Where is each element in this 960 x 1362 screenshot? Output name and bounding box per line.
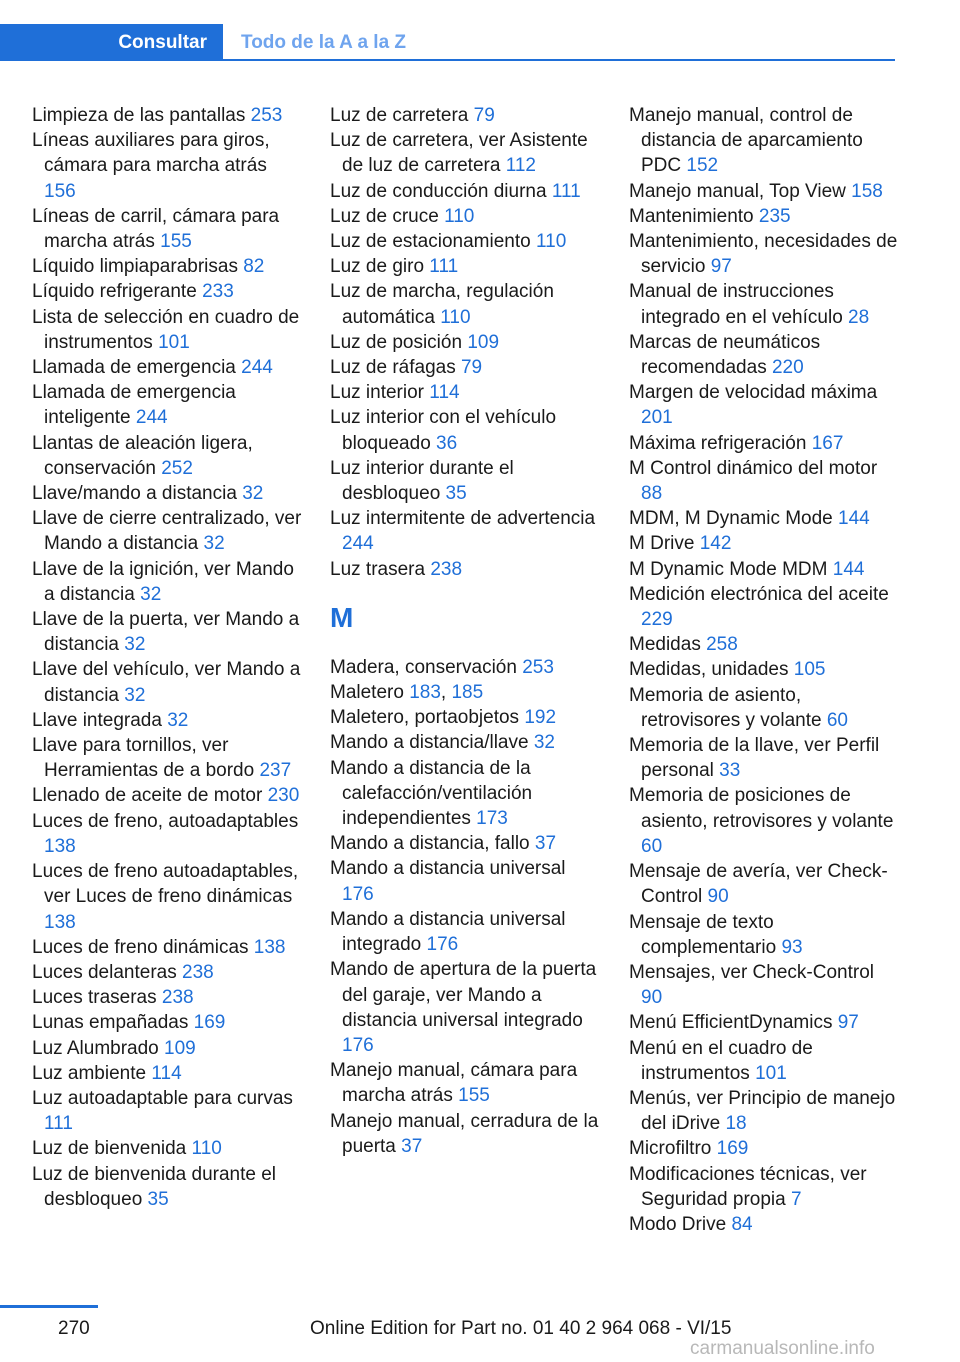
index-entry-text: Maletero [330, 682, 404, 704]
index-entry-text: Medidas [629, 634, 701, 656]
index-column-2 [330, 103, 600, 1159]
page-link[interactable]: 79 [473, 105, 495, 126]
index-entry [629, 279, 899, 329]
index-entry [32, 254, 302, 279]
tab-a-z[interactable]: Todo de la A a la Z [241, 31, 407, 53]
index-entry-text: Medición electrónica del aceite [629, 583, 889, 605]
page-link[interactable]: 101 [158, 331, 190, 353]
page-link[interactable]: 238 [430, 558, 463, 580]
index-entry-text: Llave de la ignición, ver Mando a distancia [32, 558, 294, 605]
index-entry-text: Luces de freno, autoadaptables [32, 810, 299, 832]
index-entry [629, 1036, 899, 1086]
page-link[interactable]: 201 [641, 407, 673, 429]
index-entry-text: Mensaje de avería, ver Check-Control [629, 861, 888, 908]
index-entry-text: Madera, conservación [330, 656, 517, 678]
page-link[interactable]: 112 [505, 155, 536, 177]
index-entry [330, 957, 600, 1058]
index-entry [330, 705, 600, 730]
page-link[interactable]: 158 [851, 180, 883, 202]
index-entry [330, 557, 600, 582]
page-link[interactable]: 244 [135, 407, 168, 429]
page-link[interactable]: 32 [242, 483, 264, 505]
index-entry-text: Llamada de emergencia [32, 357, 236, 379]
index-entry-text: Mantenimiento, necesidades de servicio [629, 231, 898, 278]
page-link[interactable]: 173 [476, 808, 508, 830]
index-entry-text: Luces de freno autoadaptables, ver Luces de freno dinámicas [32, 861, 299, 908]
index-entry-text: Luz de bienvenida durante el desbloqueo [32, 1163, 277, 1210]
index-entry-text: Llave/mando a distancia [32, 483, 237, 505]
index-entry [629, 683, 899, 733]
page-link[interactable]: 252 [161, 457, 193, 479]
page-link[interactable]: 110 [440, 306, 471, 328]
page-link[interactable]: 97 [710, 256, 732, 278]
index-entry [32, 1061, 302, 1086]
index-entry-text: Mando a distancia universal [330, 858, 566, 880]
page-link[interactable]: 244 [342, 533, 374, 555]
index-column-3 [629, 103, 899, 1237]
page-link[interactable]: 32 [167, 709, 189, 731]
index-entry [32, 1036, 302, 1061]
index-entry-text: Llave de la puerta, ver Mando a distancia [32, 609, 300, 656]
index-entry-text: Mando de apertura de la puerta del garaje, ver Mando a distancia universal integrado [330, 959, 597, 1031]
index-entry-text: Luz de giro [330, 256, 425, 278]
index-entry-text: Llave de cierre centralizado, ver Mando a distancia [32, 508, 302, 555]
page-link[interactable]: 230 [267, 785, 300, 807]
page-link[interactable]: 60 [641, 835, 663, 857]
index-entry-text: Luz interior [330, 382, 424, 404]
index-entry [629, 910, 899, 960]
index-entry [330, 380, 600, 405]
page-link[interactable]: 155 [458, 1085, 490, 1107]
index-entry [629, 103, 899, 179]
index-entry-text: Mensajes, ver Check-Control [629, 961, 874, 983]
index-entry [629, 557, 899, 582]
header-divider [223, 59, 895, 61]
page-link[interactable]: 32 [124, 634, 146, 656]
index-entry-text: Luz de carretera [330, 105, 469, 126]
page-link[interactable]: 183 [409, 682, 441, 704]
index-entry [32, 783, 302, 808]
page-link[interactable]: 90 [707, 886, 729, 908]
index-entry-text: Luz de marcha, regulación automática [330, 281, 554, 328]
index-entry-text: Llenado de aceite de motor [32, 785, 263, 807]
page-link[interactable]: 32 [203, 533, 225, 555]
tab-consultar[interactable]: Consultar [0, 24, 223, 61]
index-entry-text: Lista de selección en cuadro de instrumentos [32, 306, 300, 353]
index-entry [629, 431, 899, 456]
index-entry-text: Luz Alumbrado [32, 1037, 159, 1059]
index-entry-text: Medidas, unidades [629, 659, 789, 681]
index-entry [629, 380, 899, 430]
index-entry-text: Lunas empañadas [32, 1012, 189, 1034]
index-entry-text: Menú en el cuadro de instrumentos [629, 1037, 813, 1084]
page-link[interactable]: 176 [426, 934, 459, 956]
page-link[interactable]: 84 [731, 1213, 753, 1235]
index-entry [32, 1136, 302, 1161]
index-entry [32, 128, 302, 204]
index-entry-text: Luz de estacionamiento [330, 231, 531, 253]
index-entry-text: Líquido refrigerante [32, 281, 197, 303]
index-entry [32, 481, 302, 506]
page-link[interactable]: 32 [124, 684, 146, 706]
page-link[interactable]: 152 [686, 155, 719, 177]
page-link[interactable]: 28 [848, 306, 870, 328]
page-link[interactable]: 138 [253, 936, 286, 958]
index-entry [629, 456, 899, 506]
index-entry [32, 204, 302, 254]
index-entry [629, 179, 899, 204]
index-entry-text: Luz de conducción diurna [330, 180, 547, 202]
page-link[interactable]: 88 [641, 483, 663, 505]
index-entry [330, 355, 600, 380]
page-link[interactable]: 253 [250, 105, 283, 126]
page-number: 270 [58, 1318, 90, 1339]
index-entry-text: Líneas de carril, cámara para marcha atrás [32, 205, 280, 253]
index-entry [32, 935, 302, 960]
index-entry [629, 733, 899, 783]
index-entry-text: Luz de carretera, ver Asistente de luz de carretera [330, 130, 588, 177]
index-entry [32, 380, 302, 430]
index-entry [629, 204, 899, 229]
page-link[interactable]: 144 [838, 508, 870, 530]
index-entry [330, 907, 600, 957]
page-link[interactable]: 142 [699, 533, 732, 555]
index-entry-text: Luz intermitente de advertencia [330, 508, 596, 530]
index-entry [629, 330, 899, 380]
page-link[interactable]: 138 [44, 911, 76, 933]
page-link[interactable]: 33 [719, 760, 741, 782]
index-entry [629, 657, 899, 682]
index-entry-text: Limpieza de las pantallas [32, 105, 246, 126]
page-link[interactable]: 185 [451, 682, 484, 704]
index-entry [330, 856, 600, 906]
index-entry-text: Mando a distancia universal integrado [330, 908, 566, 956]
page-link[interactable]: 101 [755, 1062, 787, 1084]
index-entry [629, 229, 899, 279]
index-entry [330, 279, 600, 329]
index-entry-text: Luz de bienvenida [32, 1138, 187, 1160]
index-entry-text: Modificaciones técnicas, ver Seguridad propia [629, 1163, 867, 1210]
page-link[interactable]: 155 [160, 231, 192, 253]
index-entry [32, 1086, 302, 1136]
page-link[interactable]: 110 [191, 1138, 222, 1160]
index-entry [330, 756, 600, 832]
index-entry [330, 506, 600, 556]
index-entry-text: Luz de cruce [330, 205, 439, 227]
index-entry [629, 783, 899, 859]
index-entry [330, 1058, 600, 1108]
page-link[interactable]: 176 [342, 1034, 374, 1056]
index-entry-text: Llantas de aleación ligera, conservación [32, 432, 253, 479]
index-entry-text: Luces delanteras [32, 961, 177, 983]
index-entry [32, 557, 302, 607]
page-link[interactable]: 169 [716, 1138, 749, 1160]
index-entry [629, 1136, 899, 1161]
watermark: carmanualsonline.info [690, 1338, 875, 1359]
index-entry [32, 985, 302, 1010]
index-entry: Maletero 183, 185 [330, 682, 484, 704]
page-link[interactable]: 18 [725, 1113, 747, 1135]
page-link[interactable]: 32 [533, 732, 555, 754]
index-entry [330, 128, 600, 178]
index-entry-text: Microfiltro [629, 1138, 712, 1160]
page-link[interactable]: 36 [436, 432, 458, 454]
index-entry [629, 960, 899, 1010]
index-entry [330, 405, 600, 455]
index-entry [330, 330, 600, 355]
index-entry [32, 103, 302, 128]
page-link[interactable]: 176 [342, 883, 374, 905]
page-link[interactable]: 110 [535, 231, 567, 253]
index-entry [32, 305, 302, 355]
index-entry-text: Luces traseras [32, 987, 157, 1009]
page-link[interactable]: 167 [811, 432, 844, 454]
page-link[interactable]: 109 [467, 331, 500, 353]
index-entry-text: Líneas auxiliares para giros, cámara para marcha atrás [32, 130, 270, 177]
index-entry [32, 1010, 302, 1035]
index-entry-text: Memoria de la llave, ver Perfil personal [629, 735, 880, 782]
page-link[interactable]: 111 [44, 1113, 73, 1135]
index-entry-text: Luz ambiente [32, 1062, 147, 1084]
index-entry [629, 859, 899, 909]
page-link[interactable]: 169 [193, 1012, 226, 1034]
index-entry-text: Luz trasera [330, 558, 426, 580]
index-entry-text: Manejo manual, control de distancia de aparcamiento PDC [629, 105, 863, 177]
index-entry-text: Máxima refrigeración [629, 432, 807, 454]
index-entry-text: Luz autoadaptable para curvas [32, 1087, 293, 1109]
page-link[interactable]: 192 [524, 707, 557, 729]
index-entry [330, 456, 600, 506]
page-link[interactable]: 144 [832, 558, 865, 580]
index-entry [330, 229, 600, 254]
page-link[interactable]: 109 [164, 1037, 196, 1059]
index-entry-text: Mando a distancia, fallo [330, 833, 530, 855]
index-entry-text: Luz de ráfagas [330, 357, 456, 379]
index-entry-text: Líquido limpiaparabrisas [32, 256, 238, 278]
page-link[interactable]: 238 [161, 987, 194, 1009]
index-entry [330, 179, 600, 204]
page-link[interactable]: 32 [140, 583, 162, 605]
index-entry-text: Llave integrada [32, 709, 162, 731]
index-entry [629, 506, 899, 531]
index-entry [330, 1109, 600, 1159]
index-entry [629, 632, 899, 657]
index-entry-text: Luz interior con el vehículo bloqueado [330, 407, 557, 454]
index-entry [32, 733, 302, 783]
index-entry [32, 809, 302, 859]
page-link[interactable]: 111 [551, 180, 581, 202]
index-entry [330, 831, 600, 856]
page-link[interactable]: 7 [791, 1188, 802, 1210]
index-entry [629, 582, 899, 632]
index-entry-text: Llave del vehículo, ver Mando a distancia [32, 659, 301, 706]
index-entry [629, 1212, 899, 1237]
page-link[interactable]: 110 [444, 205, 475, 227]
page-link[interactable]: 156 [44, 180, 76, 202]
page-link[interactable]: 35 [445, 483, 467, 505]
index-entry [32, 279, 302, 304]
page-link[interactable]: 37 [534, 833, 557, 855]
index-entry-text: Luces de freno dinámicas [32, 936, 249, 958]
index-entry [330, 204, 600, 229]
index-entry-text: Memoria de posiciones de asiento, retrovisores y volante [629, 785, 894, 832]
page-link[interactable]: 253 [522, 656, 554, 678]
index-entry-text: M Dynamic Mode MDM [629, 558, 828, 580]
index-entry [629, 531, 899, 556]
index-entry-text: Llamada de emergencia inteligente [32, 382, 236, 429]
index-entry [32, 708, 302, 733]
index-entry [32, 657, 302, 707]
index-entry-text: Modo Drive [629, 1213, 727, 1235]
index-entry-text: Menú EfficientDynamics [629, 1012, 833, 1034]
page-link[interactable]: 35 [147, 1188, 169, 1210]
page-link[interactable]: 90 [641, 987, 663, 1009]
index-entry [629, 1086, 899, 1136]
page-link[interactable]: 97 [837, 1012, 859, 1034]
index-entry-text: Margen de velocidad máxima [629, 382, 878, 404]
index-entry [32, 1162, 302, 1212]
page-link[interactable]: 114 [429, 382, 460, 404]
page-link[interactable]: 114 [151, 1062, 182, 1084]
index-entry [330, 655, 600, 680]
page-link[interactable]: 244 [241, 357, 273, 379]
index-entry-text: Luz interior durante el desbloqueo [330, 457, 514, 505]
index-entry [330, 254, 600, 279]
index-entry [32, 355, 302, 380]
index-entry-text: Mantenimiento [629, 205, 754, 227]
index-entry-text: Mando a distancia de la calefacción/ventilación independientes [330, 757, 533, 830]
index-entry [330, 103, 600, 128]
index-entry [32, 960, 302, 985]
index-entry [629, 1162, 899, 1212]
index-entry [330, 730, 600, 755]
page-link[interactable]: 235 [758, 205, 791, 227]
index-entry [32, 607, 302, 657]
index-entry-text: M Control dinámico del motor [629, 457, 878, 479]
index-entry-text: Manual de instrucciones integrado en el vehículo [629, 281, 843, 328]
index-entry-text: Manejo manual, cerradura de la puerta [330, 1110, 599, 1157]
page-link[interactable]: 111 [429, 256, 459, 278]
page-link[interactable]: 37 [401, 1135, 423, 1157]
page-link[interactable]: 138 [44, 835, 76, 857]
page-link[interactable]: 233 [202, 281, 234, 303]
index-entry-text: Mensaje de texto complementario [629, 911, 777, 958]
index-entry-text: Manejo manual, Top View [629, 180, 846, 202]
index-entry [32, 431, 302, 481]
page-link[interactable]: 93 [781, 936, 803, 958]
index-entry-text: Menús, ver Principio de manejo del iDrive [629, 1087, 896, 1135]
page-link[interactable]: 237 [259, 760, 292, 782]
page-link[interactable]: 105 [793, 659, 826, 681]
index-entry [32, 859, 302, 935]
page-link[interactable]: 238 [182, 961, 214, 983]
footer-accent-bar [0, 1305, 98, 1308]
page-header [0, 24, 895, 61]
page-link[interactable]: 60 [826, 709, 848, 731]
page-link[interactable]: 229 [641, 609, 673, 631]
index-entry-text: Llave para tornillos, ver Herramientas de a bordo [32, 735, 255, 782]
index-entry [32, 506, 302, 556]
index-column-1 [32, 103, 302, 1212]
index-entry-text: Manejo manual, cámara para marcha atrás [330, 1060, 578, 1107]
index-entry-text: Memoria de asiento, retrovisores y volante [629, 684, 822, 731]
index-entry-text: Maletero, portaobjetos [330, 707, 520, 729]
page-link[interactable]: 82 [243, 256, 265, 278]
page-link[interactable]: 220 [771, 357, 804, 379]
index-entry-text: Marcas de neumáticos recomendadas [629, 331, 821, 379]
page-link[interactable]: 79 [460, 357, 483, 379]
index-entry-text: MDM, M Dynamic Mode [629, 508, 833, 530]
edition-text: Online Edition for Part no. 01 40 2 964 068 - VI/15 [310, 1318, 732, 1339]
index-entry [629, 1010, 899, 1035]
page-link[interactable]: 258 [706, 634, 738, 656]
index-entry-text: Luz de posición [330, 331, 463, 353]
index-entry-text: M Drive [629, 533, 695, 555]
section-letter: M [330, 601, 354, 633]
index-entry-text: Mando a distancia/llave [330, 732, 529, 754]
